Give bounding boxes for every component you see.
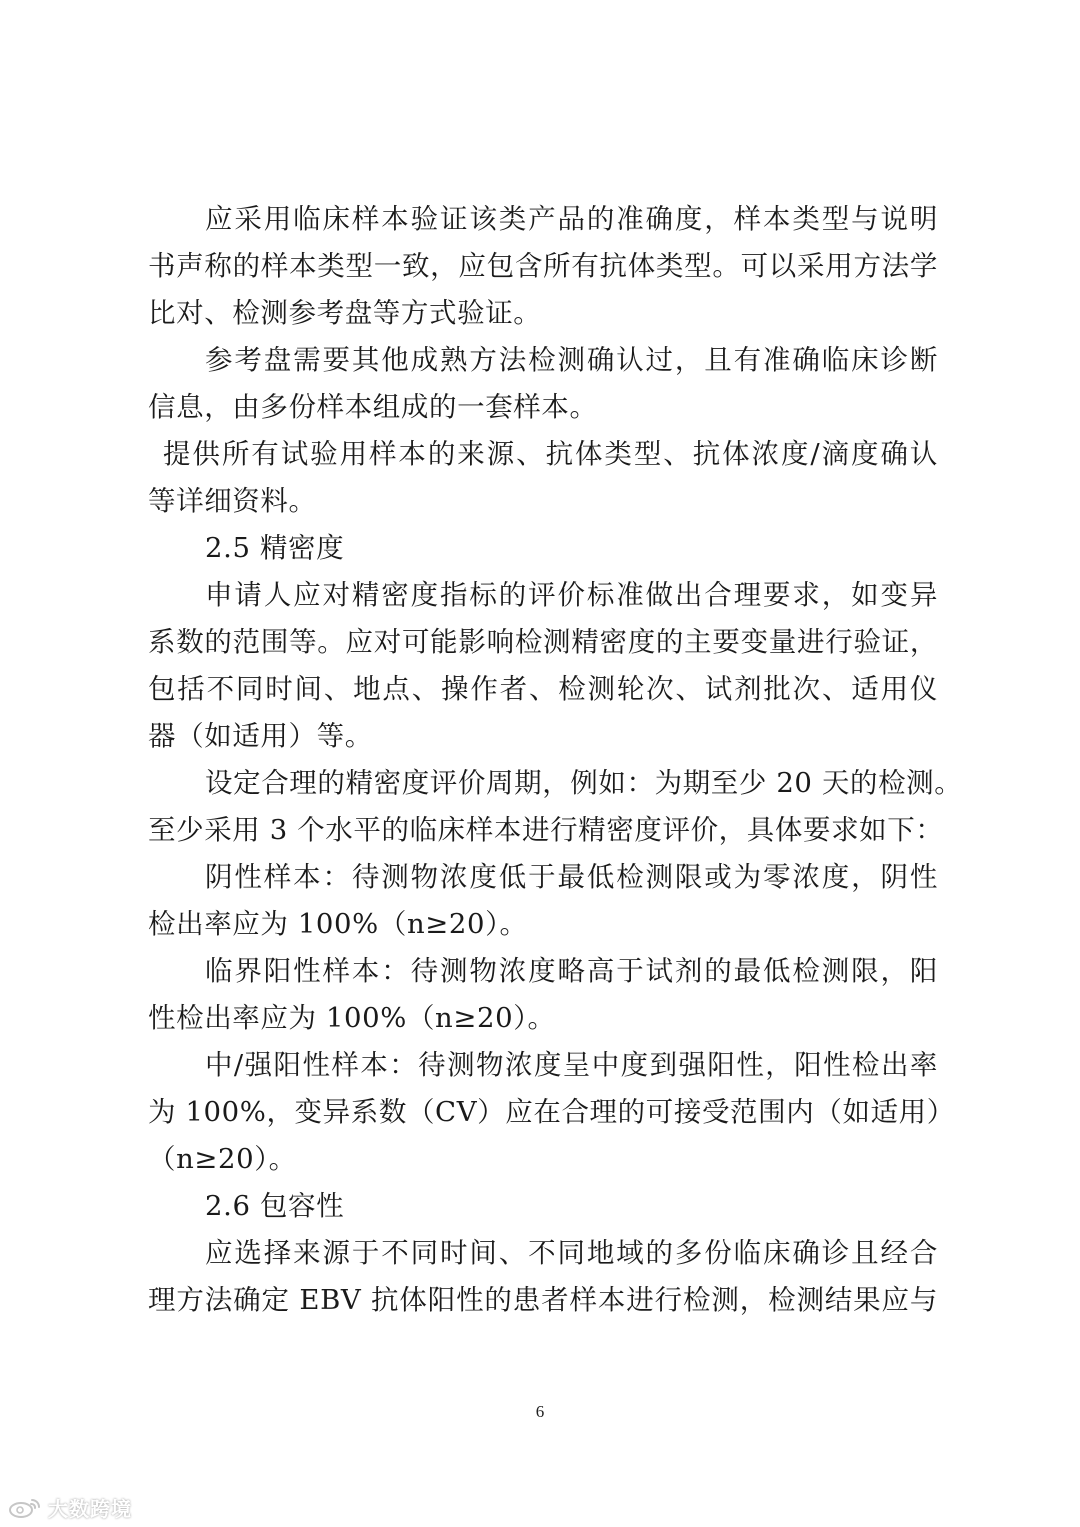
paragraph-line: 至少采用 3 个水平的临床样本进行精密度评价，具体要求如下： (148, 814, 944, 846)
paragraph-line: 为 100%，变异系数（CV）应在合理的可接受范围内（如适用） (148, 1096, 955, 1128)
paragraph-line: （n≥20）。 (148, 1143, 297, 1175)
paragraph-line: 信息，由多份样本组成的一套样本。 (148, 391, 598, 423)
paragraph-line: 等详细资料。 (148, 485, 317, 517)
paragraph-line: 参考盘需要其他成熟方法检测确认过，且有准确临床诊断 (205, 344, 938, 376)
paragraph-line: 理方法确定 EBV 抗体阳性的患者样本进行检测，检测结果应与 (148, 1284, 938, 1316)
paragraph-line: 书声称的样本类型一致，应包含所有抗体类型。可以采用方法学 (148, 250, 938, 282)
paragraph-line: 中/强阳性样本：待测物浓度呈中度到强阳性，阳性检出率 (205, 1049, 938, 1081)
weibo-logo-icon (8, 1496, 42, 1518)
paragraph-line: 检出率应为 100%（n≥20）。 (148, 908, 528, 940)
paragraph-line: 设定合理的精密度评价周期，例如：为期至少 20 天的检测。 (205, 767, 963, 799)
watermark (8, 1494, 132, 1520)
paragraph-line: 比对、检测参考盘等方式验证。 (148, 297, 542, 329)
paragraph-line: 性检出率应为 100%（n≥20）。 (148, 1002, 556, 1034)
paragraph-line: 应选择来源于不同时间、不同地域的多份临床确诊且经合 (205, 1237, 938, 1269)
watermark-text: 大数跨境 (48, 1496, 132, 1521)
paragraph-line: 临界阳性样本：待测物浓度略高于试剂的最低检测限，阳 (205, 955, 938, 987)
paragraph-line: 提供所有试验用样本的来源、抗体类型、抗体浓度/滴度确认 (163, 438, 938, 470)
section-heading: 2.6 包容性 (205, 1190, 345, 1222)
paragraph-line: 系数的范围等。应对可能影响检测精密度的主要变量进行验证， (148, 626, 938, 658)
section-heading: 2.5 精密度 (205, 532, 345, 564)
paragraph-line: 器（如适用）等。 (148, 720, 373, 752)
paragraph-line: 包括不同时间、地点、操作者、检测轮次、试剂批次、适用仪 (148, 673, 938, 705)
page-number: 6 (535, 1402, 545, 1421)
paragraph-line: 应采用临床样本验证该类产品的准确度，样本类型与说明 (205, 203, 938, 235)
paragraph-line: 申请人应对精密度指标的评价标准做出合理要求，如变异 (205, 579, 938, 611)
paragraph-line: 阴性样本：待测物浓度低于最低检测限或为零浓度，阴性 (205, 861, 938, 893)
